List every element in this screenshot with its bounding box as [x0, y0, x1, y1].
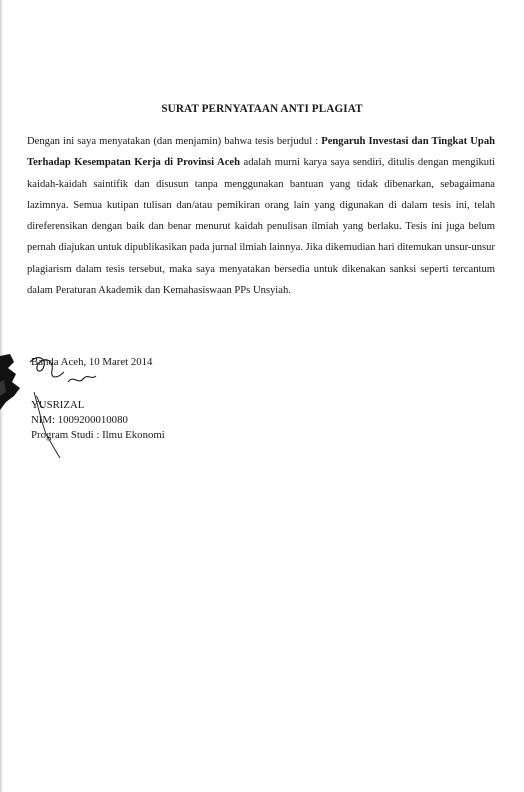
signature-block — [31, 355, 165, 443]
signer-nim: NIM: 1009200010080 — [31, 414, 128, 426]
paragraph-intro: Dengan ini saya menyatakan (dan menjamin) bahwa tesis berjudul : — [27, 136, 322, 147]
statement-paragraph — [27, 131, 495, 301]
paragraph-rest: adalah murni karya saya sendiri, ditulis dengan mengikuti kaidah-kaidah saintifik dan disusun tanpa menggunakan bantuan yang tidak dibenarkan, sebagaimana lazimnya. Semua kutipan tulisan dan/atau pemikiran orang lain yang digunakan di dalam tesis ini, telah direferensikan dengan baik dan benar menurut kaidah penulisan ilmiah yang berlaku. Tesis ini juga belum pernah diajukan untuk dipublikasikan pada jurnal ilmiah lainnya. Jika dikemudian hari ditemukan unsur-unsur plagiarism dalam tesis tersebut, maka saya menyatakan bersedia untuk dikenakan sanksi seperti tercantum dalam Peraturan Akademik dan Kemahasiswaan PPs Unsyiah. — [27, 157, 495, 297]
thesis-title: Pengaruh Investasi dan Tingkat Upah Terhadap Kesempatan Kerja di Provinsi Aceh — [27, 136, 496, 169]
document-title: SURAT PERNYATAAN ANTI PLAGIAT — [161, 103, 363, 115]
place-date: Banda Aceh, 10 Maret 2014 — [31, 356, 153, 368]
signer-name: YUSRIZAL — [31, 399, 85, 411]
signer-program: Program Studi : Ilmu Ekonomi — [31, 429, 165, 441]
